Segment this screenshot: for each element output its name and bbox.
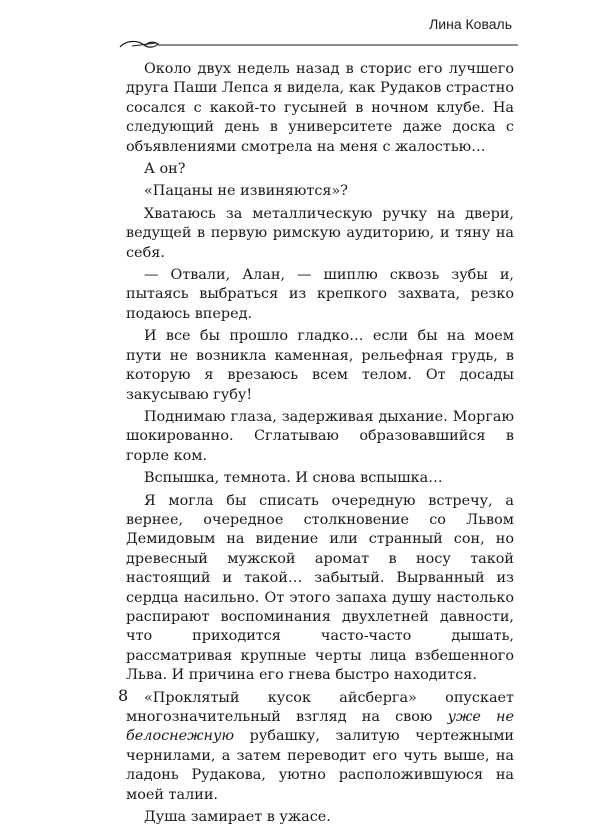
paragraph: Вспышка, темнота. И снова вспышка…: [144, 470, 443, 487]
paragraph: — Отвали, Алан, — шиплю сквозь зубы и, пытаясь выбраться из крепкого захвата, резко подаюсь вперед.: [126, 267, 514, 322]
paragraph: А он?: [144, 161, 186, 178]
paragraph-text-before: «Проклятый кусок айсберга» опускает многозначительный взгляд на свою: [126, 689, 514, 725]
running-header-author: Лина Коваль: [429, 16, 512, 32]
ornament-flourish-icon: [120, 41, 158, 47]
body-text: [126, 60, 514, 827]
header-ornament-rule: [118, 36, 518, 52]
paragraph-with-italic: [126, 689, 514, 805]
paragraph-text-after: рубашку, залитую чертежными чернилами, а затем переводит его чуть выше, на ладонь Рудакова, уютно расположившуюся на моей талии.: [126, 728, 514, 803]
italic-phrase: уже не белоснежную: [126, 709, 515, 745]
paragraph: Поднимаю глаза, задерживая дыхание. Моргаю шокированно. Сглатываю образовавшийся в горле ком.: [126, 408, 514, 464]
paragraph: Я могла бы списать очередную встречу, а вернее, очередное столкновение со Львом Демидовым на видение или странный сон, но древесный мужской аромат в носу такой настоящий и такой… забытый. Вырванный из сердца насильно. От этого запаха душу настолько распирают воспоминания двухлетней давности, что приходится часто-часто дышать, рассматривая крупные черты лица взбешенного Льва. И причина его гнева быстро находится.: [126, 492, 514, 684]
page-number: 8: [118, 686, 129, 705]
paragraph: И все бы прошло гладко… если бы на моем пути не возникла каменная, рельефная грудь, в которую я врезаюсь всем телом. От досады закусываю губу!: [126, 328, 514, 403]
paragraph: «Пацаны не извиняются»?: [144, 183, 349, 200]
paragraph: Около двух недель назад в сторис его лучшего друга Паши Лепса я видела, как Рудаков страстно сосался с какой-то гусыней в ночном клубе. На следующий день в университете даже доска с объявлениями смотрела на меня с жалостью…: [126, 61, 514, 155]
paragraph: Душа замирает в ужасе.: [144, 809, 331, 826]
paragraph: Хватаюсь за металлическую ручку на двери, ведущей в первую римскую аудиторию, и тяну на себя.: [126, 205, 514, 261]
